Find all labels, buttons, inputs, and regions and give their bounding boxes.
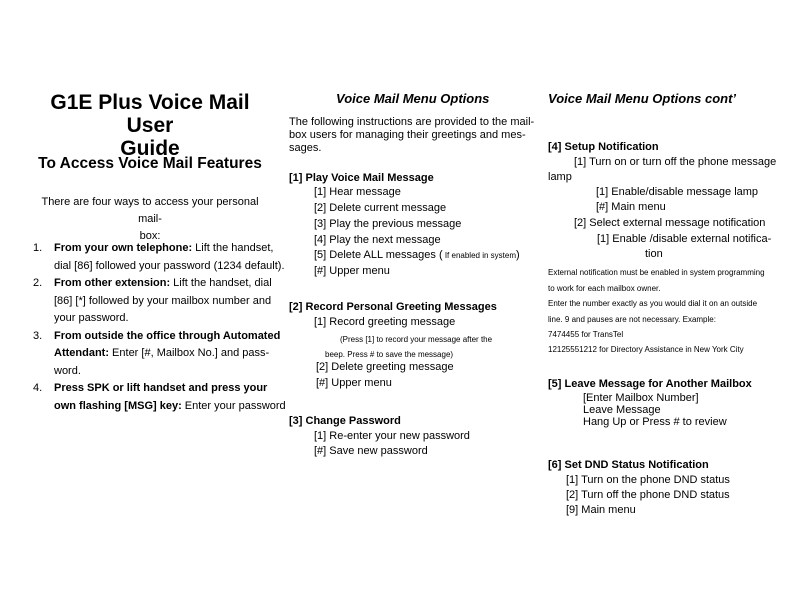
menu-item-save-password: [#] Save new password [314,445,428,457]
menu-item-record-greeting: [1] Record greeting message [314,316,456,328]
menu-intro-line-3: sages. [289,142,322,154]
record-note-line-1: (Press [1] to record your message after the [340,335,493,344]
method-2-line-1: From other extension: Lift the handset, dial [54,277,272,289]
notification-note-1: External notification must be enabled in system programming [548,268,765,277]
notification-line-3: [1] Enable/disable message lamp [596,186,759,198]
method-2-line-3: your password. [54,312,129,324]
section-record-greeting-title: [2] Record Personal Greeting Messages [289,301,497,313]
menu-item-delete-all: [5] Delete ALL messages ( If enabled in system) [314,249,520,261]
method-1-number: 1. [33,242,43,254]
menu-item-play-next: [4] Play the next message [314,234,441,246]
dnd-line-2: [2] Turn off the phone DND status [566,489,730,501]
menu-item-upper-menu-2: [#] Upper menu [316,377,392,389]
method-3-line-2: Attendant: Enter [#, Mailbox No.] and pass- [54,347,270,359]
notification-note-2: to work for each mailbox owner. [548,284,661,293]
leave-message-line-3: Hang Up or Press # to review [583,416,727,428]
notification-note-4: line. 9 and pauses are not necessary. Example: [548,315,716,324]
method-3-number: 3. [33,329,43,342]
method-1-line-1: From your own telephone: Lift the handset, [54,242,274,254]
delete-all-note: If enabled in system [442,251,516,260]
menu-item-delete-current: [2] Delete current message [314,202,447,214]
section-play-messages-title: [1] Play Voice Mail Message [289,172,434,184]
notification-note-5: 7474455 for TransTel [548,330,624,339]
doc-title [30,91,270,160]
method-2-number: 2. [33,277,43,289]
notification-line-5: [2] Select external message notification [574,217,766,229]
access-methods-list [33,240,286,412]
method-4-number: 4. [33,382,43,394]
notification-line-6: [1] Enable /disable external notifica- [597,233,772,245]
menu-intro [289,116,534,155]
notification-note-3: Enter the number exactly as you would dial it on an outside [548,299,758,308]
section-setup-notification-title: [4] Setup Notification [548,141,659,153]
notification-line-4: [#] Main menu [596,201,666,213]
menu-intro-line-1: The following instructions are provided to the mail- [289,116,535,128]
method-1-line-2: dial [86] followed your password (1234 default). [54,259,285,272]
menu-options-heading: Voice Mail Menu Options [336,91,490,106]
method-3-line-1: From outside the office through Automated [54,329,281,342]
method-4-line-1: Press SPK or lift handset and press your [54,382,268,394]
intro-line-2: box: [139,230,161,242]
method-4-line-2: own flashing [MSG] key: Enter your password [54,399,286,412]
notification-line-7: tion [645,248,663,260]
notification-line-2: lamp [548,171,572,183]
section-subtitle: To Access Voice Mail Features [38,155,262,172]
intro-paragraph [30,194,270,245]
notification-note-6: 12125551212 for Directory Assistance in New York City [548,345,744,354]
section-change-password-title: [3] Change Password [289,415,401,427]
method-3-line-3: word. [54,364,81,377]
notification-line-1: [1] Turn on or turn off the phone message [574,156,777,168]
menu-item-play-previous: [3] Play the previous message [314,218,462,230]
dnd-line-1: [1] Turn on the phone DND status [566,474,730,486]
title-line-1: G1E Plus Voice Mail User [50,91,250,137]
section-leave-message-title: [5] Leave Message for Another Mailbox [548,378,752,390]
menu-intro-line-2: box users for managing their greetings and mes- [289,129,526,141]
dnd-line-3: [9] Main menu [566,504,636,516]
menu-item-reenter-password: [1] Re-enter your new password [314,430,470,442]
record-note-line-2: beep. Press # to save the message) [325,350,454,359]
section-dnd-title: [6] Set DND Status Notification [548,459,709,471]
menu-item-delete-greeting: [2] Delete greeting message [316,361,454,373]
method-2-line-2: [86] [*] followed by your mailbox number and [54,294,272,307]
menu-item-hear-message: [1] Hear message [314,186,401,198]
intro-line-1: There are four ways to access your personal mail- [41,196,259,225]
leave-message-line-1: [Enter Mailbox Number] [583,392,699,404]
menu-options-cont-heading: Voice Mail Menu Options cont’ [548,91,737,106]
leave-message-line-2: Leave Message [583,404,661,416]
menu-item-upper-menu-1: [#] Upper menu [314,265,390,277]
title-line-2: Guide [120,137,180,160]
